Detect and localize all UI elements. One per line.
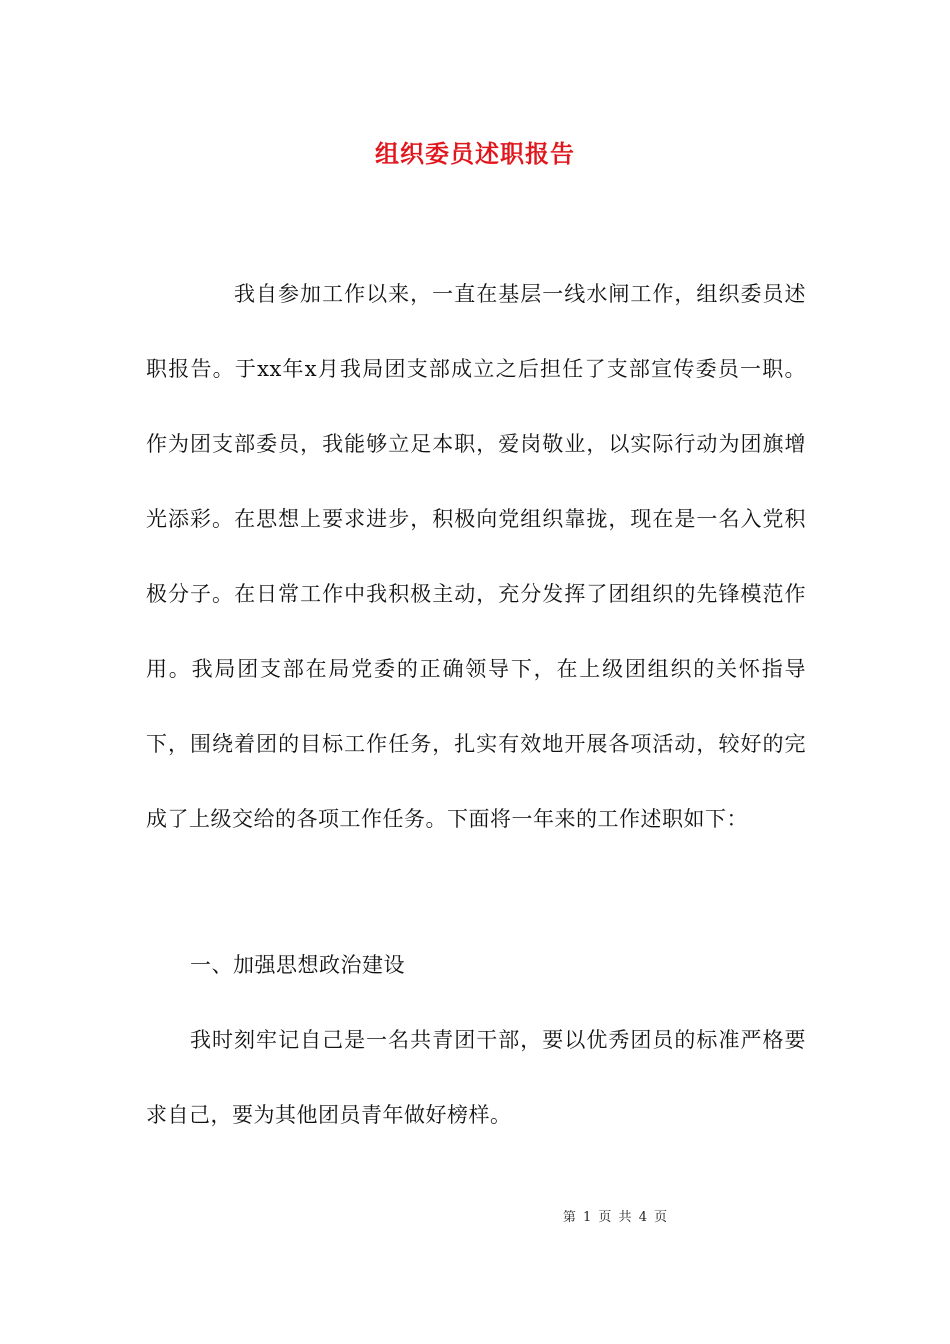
paragraph-section-one: 我时刻牢记自己是一名共青团干部，要以优秀团员的标准严格要求自己，要为其他团员青年做好榜样。	[146, 1028, 806, 1127]
page-number-footer: 第 1 页 共 4 页	[562, 1210, 668, 1225]
paragraph-intro: 我自参加工作以来，一直在基层一线水闸工作，组织委员述职报告。于xx年x月我局团支部成立之后担任了支部宣传委员一职。作为团支部委员，我能够立足本职，爱岗敬业，以实际行动为团旗增光添彩。在思想上要求进步，积极向党组织靠拢，现在是一名入党积极分子。在日常工作中我积极主动，充分发挥了团组织的先锋模范作用。我局团支部在局党委的正确领导下，在上级团组织的关怀指导下，围绕着团的目标工作任务，扎实有效地开展各项活动，较好的完成了上级交给的各项工作任务。下面将一年来的工作述职如下：	[146, 282, 806, 831]
document-title: 组织委员述职报告	[375, 139, 575, 168]
section-heading: 一、加强思想政治建设	[190, 953, 405, 977]
